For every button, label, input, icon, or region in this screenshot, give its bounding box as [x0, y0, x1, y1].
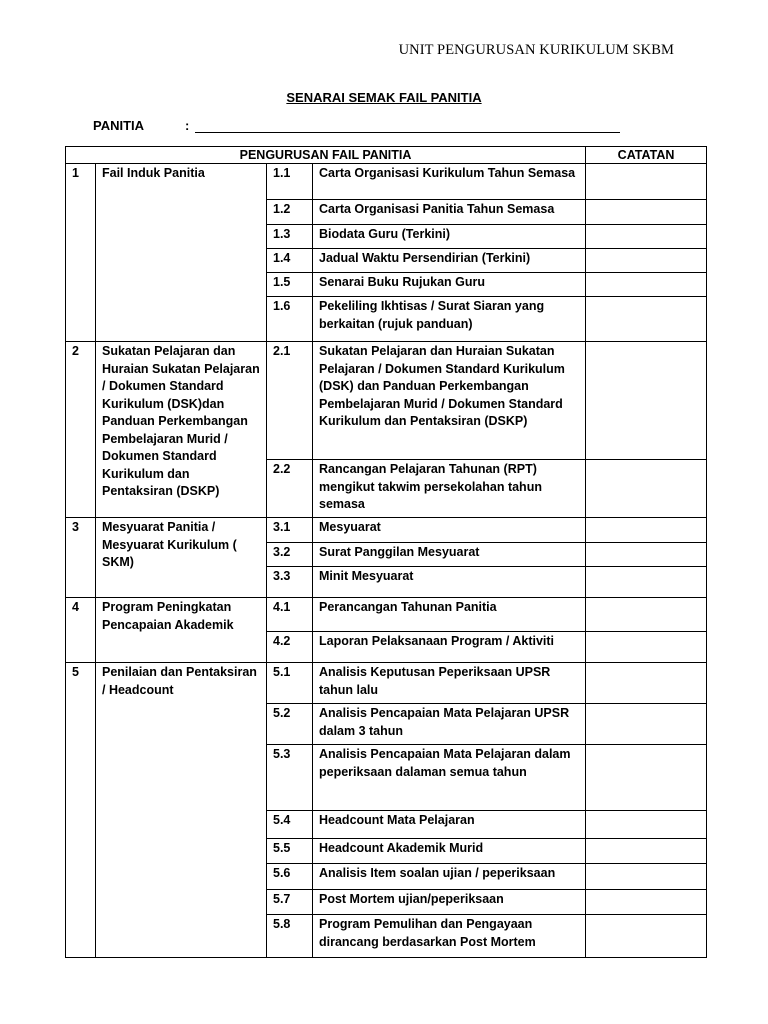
item-text: Senarai Buku Rujukan Guru [313, 273, 586, 297]
header-pengurusan: PENGURUSAN FAIL PANITIA [66, 147, 586, 164]
item-number: 2.2 [267, 460, 313, 518]
group-title: Mesyuarat Panitia / Mesyuarat Kurikulum ( SKM) [96, 518, 267, 598]
table-row [66, 598, 707, 632]
group-number: 1 [66, 164, 96, 342]
item-number: 5.7 [267, 890, 313, 915]
item-number: 4.1 [267, 598, 313, 632]
catatan-cell[interactable] [586, 543, 707, 567]
item-number: 5.4 [267, 811, 313, 839]
catatan-cell[interactable] [586, 249, 707, 273]
group-title: Sukatan Pelajaran dan Huraian Sukatan Pelajaran / Dokumen Standard Kurikulum (DSK)dan Panduan Perkembangan Pembelajaran Murid / Dokumen Standard Kurikulum dan Pentaksiran (DSKP) [96, 342, 267, 518]
group-title: Penilaian dan Pentaksiran / Headcount [96, 663, 267, 958]
item-text: Rancangan Pelajaran Tahunan (RPT) mengikut takwim persekolahan tahun semasa [313, 460, 586, 518]
item-number: 2.1 [267, 342, 313, 460]
item-number: 1.5 [267, 273, 313, 297]
item-text: Headcount Mata Pelajaran [313, 811, 586, 839]
catatan-cell[interactable] [586, 297, 707, 342]
item-text: Surat Panggilan Mesyuarat [313, 543, 586, 567]
panitia-fill-line[interactable] [195, 118, 620, 133]
item-number: 5.3 [267, 745, 313, 811]
group-number: 4 [66, 598, 96, 663]
group-number: 3 [66, 518, 96, 598]
item-number: 1.3 [267, 225, 313, 249]
item-text: Pekeliling Ikhtisas / Surat Siaran yang berkaitan (rujuk panduan) [313, 297, 586, 342]
panitia-label: PANITIA [93, 118, 145, 133]
item-text: Program Pemulihan dan Pengayaan dirancang berdasarkan Post Mortem [313, 915, 586, 958]
item-text: Mesyuarat [313, 518, 586, 543]
item-number: 5.2 [267, 704, 313, 745]
item-number: 3.3 [267, 567, 313, 598]
item-number: 1.6 [267, 297, 313, 342]
group-title: Program Peningkatan Pencapaian Akademik [96, 598, 267, 663]
catatan-cell[interactable] [586, 663, 707, 704]
catatan-cell[interactable] [586, 164, 707, 200]
item-number: 1.1 [267, 164, 313, 200]
item-number: 4.2 [267, 632, 313, 663]
document-title [0, 90, 768, 105]
item-text: Analisis Pencapaian Mata Pelajaran UPSR dalam 3 tahun [313, 704, 586, 745]
item-text: Headcount Akademik Murid [313, 839, 586, 864]
item-number: 5.8 [267, 915, 313, 958]
table-body [66, 164, 707, 958]
item-text: Analisis Pencapaian Mata Pelajaran dalam peperiksaan dalaman semua tahun [313, 745, 586, 811]
catatan-cell[interactable] [586, 890, 707, 915]
item-text: Post Mortem ujian/peperiksaan [313, 890, 586, 915]
catatan-cell[interactable] [586, 225, 707, 249]
catatan-cell[interactable] [586, 342, 707, 460]
table-row [66, 518, 707, 543]
item-text: Biodata Guru (Terkini) [313, 225, 586, 249]
item-text: Analisis Item soalan ujian / peperiksaan [313, 864, 586, 890]
panitia-colon: : [185, 118, 190, 133]
catatan-cell[interactable] [586, 460, 707, 518]
catatan-cell[interactable] [586, 518, 707, 543]
item-number: 1.2 [267, 200, 313, 225]
group-number: 5 [66, 663, 96, 958]
table-row [66, 164, 707, 200]
item-number: 5.6 [267, 864, 313, 890]
catatan-cell[interactable] [586, 273, 707, 297]
group-title: Fail Induk Panitia [96, 164, 267, 342]
catatan-cell[interactable] [586, 598, 707, 632]
header-catatan: CATATAN [586, 147, 707, 164]
item-number: 5.1 [267, 663, 313, 704]
table-header-row [66, 147, 707, 164]
item-text: Minit Mesyuarat [313, 567, 586, 598]
item-text: Carta Organisasi Panitia Tahun Semasa [313, 200, 586, 225]
group-number: 2 [66, 342, 96, 518]
item-text: Carta Organisasi Kurikulum Tahun Semasa [313, 164, 586, 200]
panitia-row [93, 118, 620, 133]
catatan-cell[interactable] [586, 632, 707, 663]
catatan-cell[interactable] [586, 745, 707, 811]
header-unit: UNIT PENGURUSAN KURIKULUM SKBM [398, 42, 674, 58]
item-text: Perancangan Tahunan Panitia [313, 598, 586, 632]
catatan-cell[interactable] [586, 915, 707, 958]
document-title-text: SENARAI SEMAK FAIL PANITIA [286, 90, 482, 105]
table-row [66, 663, 707, 704]
item-text: Laporan Pelaksanaan Program / Aktiviti [313, 632, 586, 663]
checklist-table [65, 146, 707, 958]
item-number: 3.1 [267, 518, 313, 543]
item-text: Jadual Waktu Persendirian (Terkini) [313, 249, 586, 273]
catatan-cell[interactable] [586, 864, 707, 890]
item-number: 1.4 [267, 249, 313, 273]
item-text: Sukatan Pelajaran dan Huraian Sukatan Pelajaran / Dokumen Standard Kurikulum (DSK) dan Panduan Perkembangan Pembelajaran Murid / Dokumen Standard Kurikulum dan Pentaksiran (DSKP) [313, 342, 586, 460]
item-number: 5.5 [267, 839, 313, 864]
catatan-cell[interactable] [586, 839, 707, 864]
catatan-cell[interactable] [586, 200, 707, 225]
catatan-cell[interactable] [586, 704, 707, 745]
item-text: Analisis Keputusan Peperiksaan UPSR tahun lalu [313, 663, 586, 704]
table-row [66, 342, 707, 460]
catatan-cell[interactable] [586, 811, 707, 839]
item-number: 3.2 [267, 543, 313, 567]
catatan-cell[interactable] [586, 567, 707, 598]
